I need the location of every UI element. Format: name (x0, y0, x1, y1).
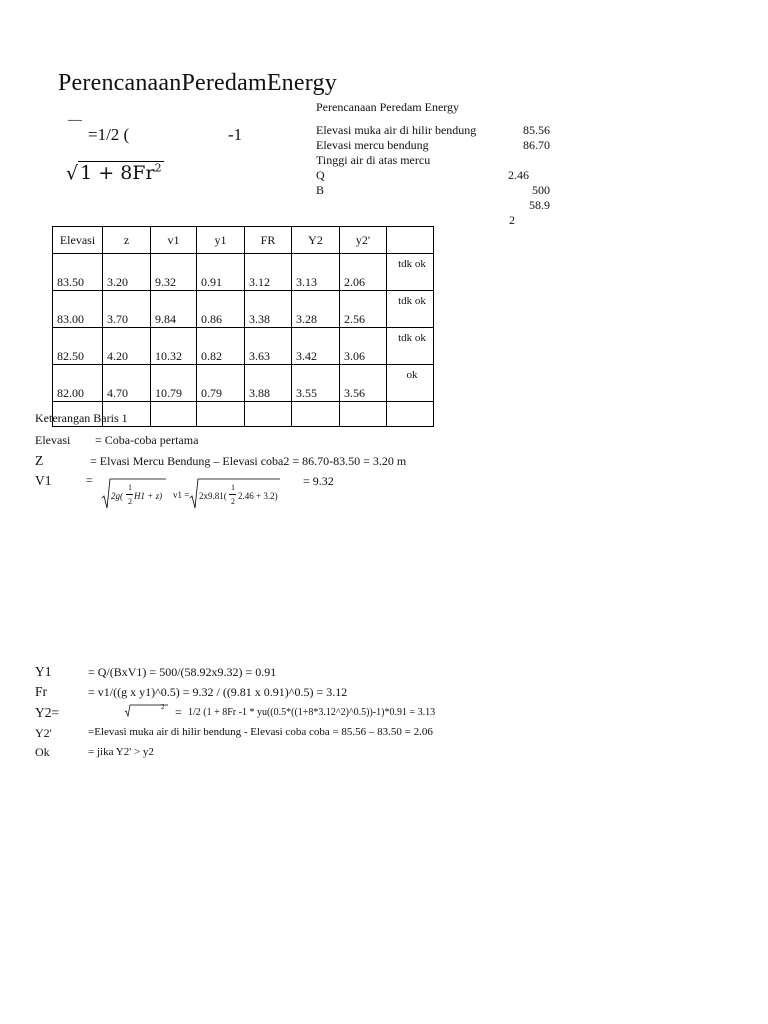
note-elevasi-label: Elevasi (35, 433, 71, 447)
cell-v1: 10.79 (151, 365, 197, 402)
note-elevasi-text: = Coba-coba pertama (95, 433, 199, 447)
v1-formula-2-lead: v1 = (173, 490, 190, 500)
table-row (53, 328, 434, 365)
param-extra-value: 58.9 (529, 198, 550, 212)
v1-sqrt-formula-1 (100, 478, 166, 510)
v1-formula-1-left: 2g( (111, 491, 123, 501)
col-header-v1: v1 (151, 227, 197, 254)
cell-y1: 0.86 (197, 291, 245, 328)
v1-sqrt-formula-2 (188, 478, 280, 510)
cell-status: ok (387, 365, 434, 402)
param-label-tinggi-air: Tinggi air di atas mercu (316, 153, 431, 167)
cell-y2p: 3.06 (340, 328, 387, 365)
page-title: PerencanaanPeredamEnergy (58, 70, 337, 96)
cell-z: 4.70 (103, 365, 151, 402)
cell-y2: 3.13 (292, 254, 340, 291)
formula-minus-one: -1 (228, 125, 243, 144)
table-header-row (53, 227, 434, 254)
note-ok-label: Ok (35, 745, 50, 759)
note-y2p-label: Y2' (35, 726, 52, 740)
table-row (53, 254, 434, 291)
param-label-q: Q (316, 168, 325, 182)
frac-den: 2 (231, 497, 235, 506)
cell-fr: 3.12 (245, 254, 292, 291)
calculation-table (52, 226, 434, 427)
cell-elevasi: 82.00 (53, 365, 103, 402)
y2-sqrt-exp: 2 (161, 703, 165, 711)
note-y1-label: Y1 (35, 664, 52, 679)
note-y2p-text: =Elevasi muka air di hilir bendung - Elevasi coba coba = 85.56 – 83.50 = 2.06 (88, 726, 433, 738)
cell-status: tdk ok (387, 328, 434, 365)
col-header-y2: Y2 (292, 227, 340, 254)
cell-z: 3.70 (103, 291, 151, 328)
cell-fr: 3.63 (245, 328, 292, 365)
note-y2-eq: = (175, 705, 182, 719)
cell-fr: 3.38 (245, 291, 292, 328)
col-header-z: z (103, 227, 151, 254)
v1-formula-1-right: H1 + z) (134, 491, 163, 501)
cell-v1: 10.32 (151, 328, 197, 365)
note-fr-label: Fr (35, 684, 48, 699)
params-heading: Perencanaan Peredam Energy (316, 100, 460, 114)
cell-fr: 3.88 (245, 365, 292, 402)
frac-line (126, 494, 133, 495)
note-ok-text: = jika Y2' > y2 (88, 746, 154, 758)
col-header-elevasi: Elevasi (53, 227, 103, 254)
param-value-elev-hilir: 85.56 (523, 123, 550, 137)
cell-elevasi: 82.50 (53, 328, 103, 365)
param-value-b: 500 (532, 183, 550, 197)
formula-sqrt (66, 162, 164, 184)
frac-num: 1 (231, 483, 235, 492)
table-row (53, 291, 434, 328)
col-header-y2p: y2' (340, 227, 387, 254)
col-header-fr: FR (245, 227, 292, 254)
param-label-elev-mercu: Elevasi mercu bendung (316, 138, 429, 152)
col-header-status (387, 227, 434, 254)
formula-lhs: =1/2 ( (88, 125, 130, 144)
param-label-elev-hilir: Elevasi muka air di hilir bendung (316, 123, 477, 137)
frac-line (229, 494, 236, 495)
cell-y2p: 2.06 (340, 254, 387, 291)
v1-formula-2-right: 2.46 + 3.2) (238, 491, 278, 501)
v1-formula-2-left: 2x9.81( (199, 491, 227, 501)
cell-status: tdk ok (387, 291, 434, 328)
param-label-b: B (316, 183, 325, 197)
cell-y1: 0.91 (197, 254, 245, 291)
note-y1-text: = Q/(BxV1) = 500/(58.92x9.32) = 0.91 (88, 665, 277, 679)
note-z-text: = Elvasi Mercu Bendung – Elevasi coba2 = 86.70-83.50 = 3.20 m (90, 454, 407, 468)
note-v1-label: V1 (35, 473, 52, 488)
sqrt-expr: 1 + 8Fr (80, 162, 155, 185)
y2-sqrt-formula (124, 704, 168, 718)
note-y2-label: Y2= (35, 705, 60, 720)
cell-status: tdk ok (387, 254, 434, 291)
frac-den: 2 (128, 497, 132, 506)
col-header-y1: y1 (197, 227, 245, 254)
notes-heading: Keterangan Baris 1 (35, 411, 128, 425)
cell-y1: 0.82 (197, 328, 245, 365)
cell-y2p: 3.56 (340, 365, 387, 402)
cell-z: 3.20 (103, 254, 151, 291)
sqrt-icon: √ (66, 162, 79, 185)
param-value-elev-mercu: 86.70 (523, 138, 550, 152)
cell-y2: 3.55 (292, 365, 340, 402)
table-row (53, 365, 434, 402)
note-y2-text: 1/2 (1 + 8Fr -1 * yu((0.5*((1+8*3.12^2)^0.5))-1)*0.91 = 3.13 (188, 707, 436, 718)
cell-y2p: 2.56 (340, 291, 387, 328)
cell-y2: 3.42 (292, 328, 340, 365)
note-z-label: Z (35, 453, 44, 468)
sqrt-exp: 2 (154, 162, 162, 175)
cell-v1: 9.32 (151, 254, 197, 291)
formula-bar: __ (68, 108, 82, 123)
param-extra-value-2: 2 (509, 213, 515, 227)
cell-y1: 0.79 (197, 365, 245, 402)
note-v1-result: = 9.32 (303, 474, 334, 488)
cell-z: 4.20 (103, 328, 151, 365)
frac-num: 1 (128, 483, 132, 492)
cell-elevasi: 83.00 (53, 291, 103, 328)
note-v1-eq: = (86, 473, 93, 487)
note-fr-text: = v1/((g x y1)^0.5) = 9.32 / ((9.81 x 0.91)^0.5) = 3.12 (88, 685, 348, 699)
cell-y2: 3.28 (292, 291, 340, 328)
param-value-q: 2.46 (508, 168, 529, 182)
cell-v1: 9.84 (151, 291, 197, 328)
cell-elevasi: 83.50 (53, 254, 103, 291)
